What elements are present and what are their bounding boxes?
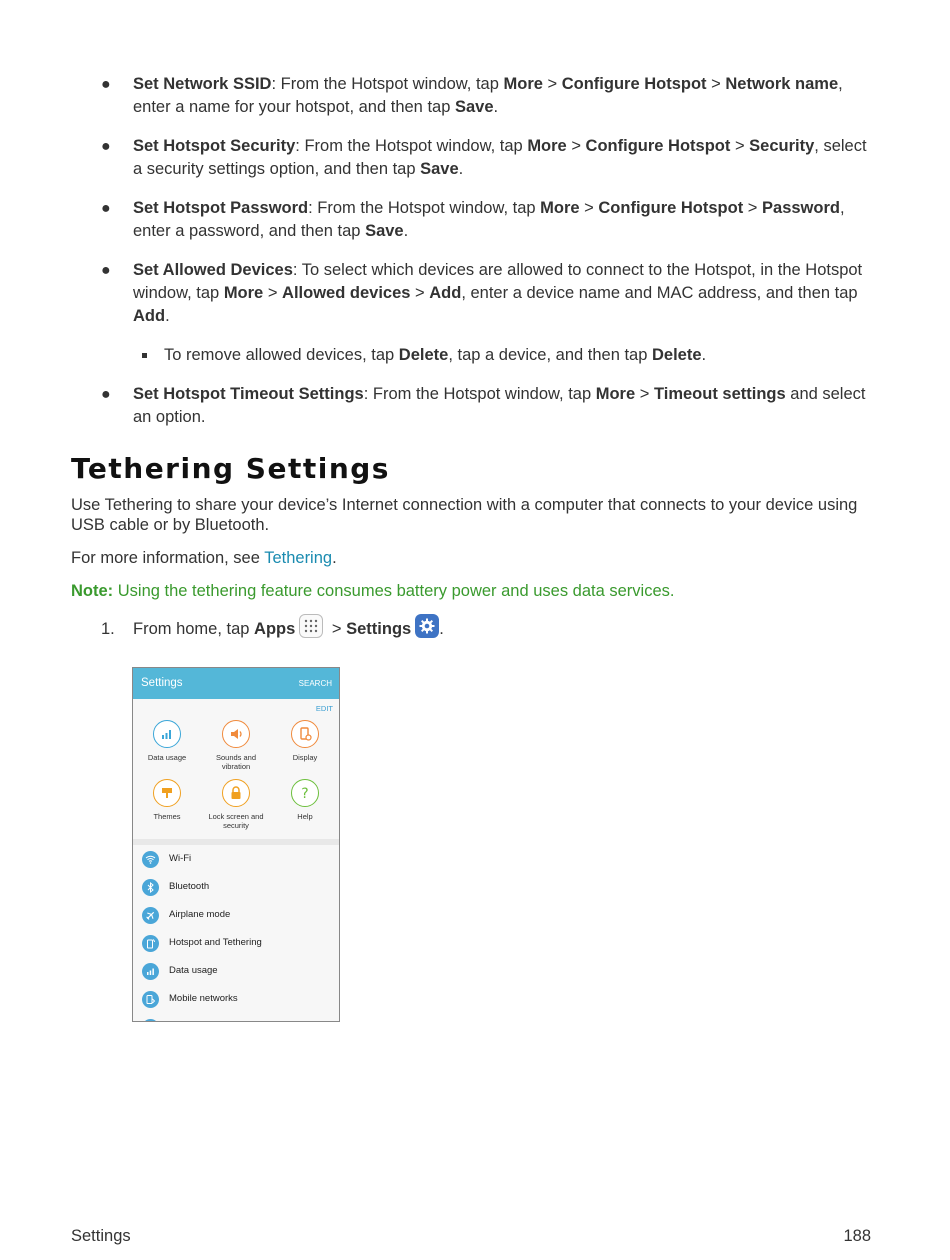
bold-term: More xyxy=(503,75,543,93)
text-run: : From the Hotspot window, tap xyxy=(363,385,596,403)
bullet-dot: ● xyxy=(101,200,111,217)
text-run: , enter a name for your hotspot, and then tap xyxy=(133,75,843,116)
settings-list-item-partial xyxy=(133,1013,339,1022)
note-label: Note: xyxy=(71,582,114,600)
wifi-icon xyxy=(142,851,159,868)
bold-term: Configure Hotspot xyxy=(598,199,744,217)
step-1 xyxy=(101,614,444,644)
text-run: , enter a password, and then tap xyxy=(133,199,845,240)
text-run: , tap a device, and then tap xyxy=(448,346,652,364)
quick-setting-label: Sounds and vibration xyxy=(215,753,257,771)
bold-term: Save xyxy=(365,222,404,240)
tethering-link[interactable]: Tethering xyxy=(264,549,333,567)
text-run: : From the Hotspot window, tap xyxy=(271,75,504,93)
settings-list-item xyxy=(133,901,339,929)
bold-term: Timeout settings xyxy=(653,385,786,403)
step-separator: > xyxy=(327,620,347,638)
quick-setting-label: Lock screen and security xyxy=(208,812,264,830)
text-run: . xyxy=(458,160,464,178)
bullet-dot: ● xyxy=(101,262,111,279)
settings-list-label: Bluetooth xyxy=(169,881,210,892)
step-prefix: From home, tap xyxy=(133,620,255,638)
text-run: > xyxy=(566,137,586,155)
bold-term: Set Hotspot Security xyxy=(133,137,296,155)
text-run: > xyxy=(743,199,763,217)
settings-list-label: Hotspot and Tethering xyxy=(169,937,262,948)
more-info-prefix: For more information, see xyxy=(71,549,265,567)
bullet-dot: ● xyxy=(101,138,111,155)
text-run: > xyxy=(410,284,430,302)
bold-term: Set Network SSID xyxy=(133,75,272,93)
text-run: , select a security settings option, and then tap xyxy=(133,137,867,178)
hotspot-icon xyxy=(142,935,159,952)
bullet-item xyxy=(0,197,950,243)
bold-term: Network name xyxy=(725,75,839,93)
settings-list-item xyxy=(133,929,339,957)
text-run: : From the Hotspot window, tap xyxy=(295,137,528,155)
settings-list-label: Airplane mode xyxy=(169,909,231,920)
phone-title: Settings xyxy=(141,677,183,689)
quick-setting-display xyxy=(271,720,339,762)
text-run: . xyxy=(701,346,707,364)
svg-text:?: ? xyxy=(301,786,309,801)
lock-icon xyxy=(222,779,250,807)
bold-term: Delete xyxy=(398,346,449,364)
text-run: To remove allowed devices, tap xyxy=(164,346,399,364)
quick-setting-lock-screen-and-security xyxy=(202,779,270,830)
note-text: Using the tethering feature consumes battery power and uses data services. xyxy=(113,582,675,600)
step-number: 1. xyxy=(101,620,115,638)
bullet-item xyxy=(0,135,950,181)
apps-label: Apps xyxy=(254,620,296,638)
text-run: . xyxy=(165,307,170,325)
sound-icon xyxy=(222,720,250,748)
text-run: and select an option. xyxy=(133,385,866,426)
settings-list-item xyxy=(133,873,339,901)
more-info-paragraph xyxy=(71,548,871,568)
phone-settings-list xyxy=(133,845,339,1022)
settings-list-label: Data usage xyxy=(169,965,218,976)
bold-term: Add xyxy=(133,307,166,325)
bold-term: Configure Hotspot xyxy=(561,75,707,93)
text-run: : To select which devices are allowed to connect to the Hotspot, in the Hotspot window, tap xyxy=(133,261,863,302)
bold-term: Add xyxy=(429,284,462,302)
bold-term: Security xyxy=(749,137,815,155)
bold-term: More xyxy=(595,385,636,403)
sub-bullet-item xyxy=(0,344,950,367)
display-icon xyxy=(291,720,319,748)
bold-term: Set Allowed Devices xyxy=(133,261,293,279)
bullet-list xyxy=(0,73,950,445)
note-paragraph xyxy=(71,581,871,601)
text-run: > xyxy=(542,75,562,93)
settings-list-item xyxy=(133,985,339,1013)
data-usage-icon xyxy=(142,963,159,980)
quick-setting-label: Display xyxy=(292,753,318,762)
bold-term: Set Hotspot Timeout Settings xyxy=(133,385,364,403)
settings-list-item xyxy=(133,845,339,873)
sub-bullet-marker xyxy=(142,353,147,358)
bold-term: Allowed devices xyxy=(282,284,411,302)
intro-paragraph xyxy=(71,495,871,535)
apps-grid-icon xyxy=(299,614,323,638)
text-run: > xyxy=(579,199,599,217)
bold-term: Save xyxy=(454,98,494,116)
footer-section: Settings xyxy=(71,1227,131,1245)
text-run: : From the Hotspot window, tap xyxy=(308,199,541,217)
bold-term: Set Hotspot Password xyxy=(133,199,309,217)
text-run: > xyxy=(706,75,726,93)
text-run: . xyxy=(493,98,499,116)
bold-term: More xyxy=(223,284,264,302)
step-suffix: . xyxy=(439,620,444,638)
data-usage-icon xyxy=(153,720,181,748)
text-run: > xyxy=(635,385,654,403)
settings-list-label: Mobile networks xyxy=(169,993,238,1004)
bullet-item xyxy=(0,73,950,119)
airplane-icon xyxy=(142,907,159,924)
settings-list-item xyxy=(133,957,339,985)
quick-setting-label: Data usage xyxy=(147,753,187,762)
quick-setting-themes xyxy=(133,779,201,821)
bold-term: Delete xyxy=(651,346,702,364)
bullet-dot: ● xyxy=(101,76,111,93)
text-run: , enter a device name and MAC address, and then tap xyxy=(461,284,858,302)
phone-edit-button: EDIT xyxy=(315,704,333,713)
section-heading: Tethering Settings xyxy=(71,452,390,485)
more-info-suffix: . xyxy=(332,549,337,567)
intro-text: Use Tethering to share your device’s Internet connection with a computer that connects to your device using USB cable or by Bluetooth. xyxy=(71,496,858,534)
settings-list-label: Wi-Fi xyxy=(169,853,192,864)
footer-page-number: 188 xyxy=(843,1227,871,1245)
bold-term: Save xyxy=(420,160,459,178)
settings-gear-icon xyxy=(415,614,439,638)
bold-term: More xyxy=(540,199,580,217)
help-icon xyxy=(291,779,319,807)
phone-search-button: SEARCH xyxy=(298,679,332,688)
quick-setting-data-usage xyxy=(133,720,201,762)
settings-label: Settings xyxy=(346,620,412,638)
bullet-item xyxy=(0,259,950,328)
settings-screenshot xyxy=(132,667,340,1022)
quick-setting-help xyxy=(271,779,339,821)
bullet-dot: ● xyxy=(101,386,111,403)
bold-term: Password xyxy=(762,199,840,217)
bullet-item xyxy=(0,383,950,429)
phone-header xyxy=(133,668,339,699)
bold-term: More xyxy=(527,137,567,155)
quick-setting-label: Themes xyxy=(153,812,181,821)
text-run: > xyxy=(730,137,750,155)
text-run: . xyxy=(403,222,409,240)
mobile-networks-icon xyxy=(142,991,159,1008)
themes-icon xyxy=(153,779,181,807)
quick-setting-label: Help xyxy=(297,812,313,821)
partial-item-icon xyxy=(142,1019,159,1022)
bold-term: Configure Hotspot xyxy=(585,137,731,155)
bluetooth-icon xyxy=(142,879,159,896)
text-run: > xyxy=(263,284,283,302)
quick-setting-sounds-and-vibration xyxy=(202,720,270,771)
